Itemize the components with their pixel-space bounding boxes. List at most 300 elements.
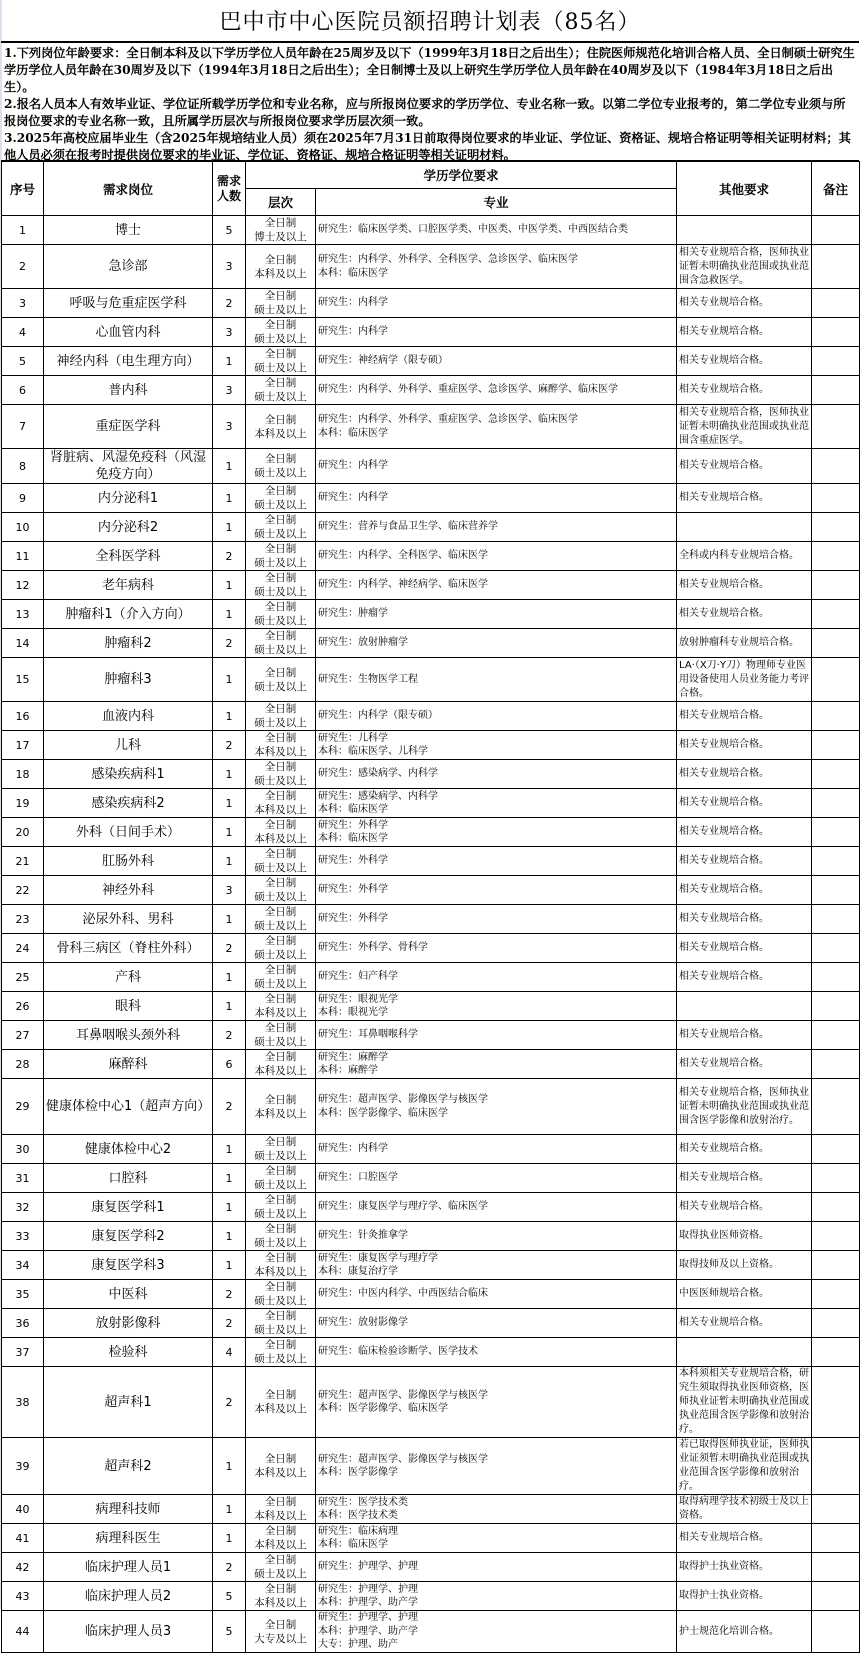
other-requirement: 相关专业规培合格。 <box>677 789 812 818</box>
level-line: 全日制 <box>264 761 297 773</box>
header-level: 层次 <box>246 189 316 216</box>
headcount: 1 <box>213 1222 246 1251</box>
headcount: 2 <box>213 1280 246 1309</box>
position-name: 口腔科 <box>44 1164 213 1193</box>
other-requirement: 放射肿瘤科专业规培合格。 <box>677 629 812 658</box>
level-line: 全日制 <box>264 819 297 831</box>
level-line: 全日制 <box>264 543 297 555</box>
row-number: 8 <box>2 449 44 484</box>
major-line: 研究生：外科学 <box>318 913 388 925</box>
education-level <box>246 1524 316 1553</box>
other-requirement <box>677 513 812 542</box>
major-line: 研究生：康复医学与理疗学、临床医学 <box>318 1201 488 1213</box>
major-line: 研究生：医学技术类 <box>318 1496 408 1508</box>
other-requirement: 相关专业规培合格。 <box>677 1309 812 1338</box>
remark <box>812 1251 860 1280</box>
remark <box>812 876 860 905</box>
header-major: 专业 <box>316 189 677 216</box>
major-line: 研究生：感染病学、内科学 <box>318 768 438 780</box>
education-level <box>246 1338 316 1367</box>
level-line: 硕士及以上 <box>254 775 307 787</box>
headcount: 1 <box>213 1193 246 1222</box>
row-number: 14 <box>2 629 44 658</box>
education-level <box>246 1280 316 1309</box>
row-number: 15 <box>2 658 44 702</box>
major-line: 本科：医学影像学 <box>318 1467 398 1478</box>
major-requirement <box>316 702 677 731</box>
table-row <box>2 629 860 658</box>
major-line: 研究生：外科学 <box>318 819 388 831</box>
remark <box>812 245 860 289</box>
headcount: 1 <box>213 658 246 702</box>
education-level <box>246 760 316 789</box>
level-line: 硕士及以上 <box>254 862 307 874</box>
major-line: 本科：护理学、助产学 <box>318 1597 418 1608</box>
major-line: 本科：医学技术类 <box>318 1510 398 1521</box>
major-line: 研究生：护理学、护理 <box>318 1612 418 1624</box>
major-line: 研究生：内科学 <box>318 460 388 472</box>
row-number: 11 <box>2 542 44 571</box>
remark <box>812 571 860 600</box>
table-row <box>2 760 860 789</box>
level-line: 硕士及以上 <box>254 1295 307 1307</box>
major-line: 研究生：内科学（限专硕） <box>318 710 438 722</box>
major-line: 研究生：肿瘤学 <box>318 608 388 620</box>
headcount: 3 <box>213 405 246 449</box>
level-line: 大专及以上 <box>254 1632 307 1645</box>
level-line: 全日制 <box>264 1194 297 1206</box>
education-level <box>246 905 316 934</box>
remark <box>812 600 860 629</box>
table-row <box>2 702 860 731</box>
remark <box>812 542 860 571</box>
level-line: 本科及以上 <box>254 804 307 816</box>
remark <box>812 963 860 992</box>
table-row <box>2 449 860 484</box>
education-level <box>246 818 316 847</box>
header-position: 需求岗位 <box>44 162 213 216</box>
remark <box>812 484 860 513</box>
level-line: 全日制 <box>264 848 297 860</box>
level-line: 全日制 <box>264 1223 297 1235</box>
level-line: 硕士及以上 <box>254 1324 307 1336</box>
row-number: 16 <box>2 702 44 731</box>
major-line: 研究生：神经病学（限专硕） <box>318 355 448 367</box>
major-requirement <box>316 1164 677 1193</box>
remark <box>812 760 860 789</box>
position-name: 病理科技师 <box>44 1495 213 1524</box>
table-row <box>2 1251 860 1280</box>
other-requirement: 若已取得医师执业证，医师执业证须暂未明确执业范围或执业范围含医学影像和放射治疗。 <box>677 1438 812 1495</box>
position-name: 骨科三病区（脊柱外科） <box>44 934 213 963</box>
header-education-group: 学历学位要求 <box>246 162 677 189</box>
table-row <box>2 1164 860 1193</box>
position-name: 外科（日间手术） <box>44 818 213 847</box>
headcount: 3 <box>213 876 246 905</box>
level-line: 本科及以上 <box>254 746 307 758</box>
row-number: 40 <box>2 1495 44 1524</box>
level-line: 全日制 <box>264 514 297 526</box>
position-name: 老年病科 <box>44 571 213 600</box>
row-number: 29 <box>2 1079 44 1135</box>
row-number: 34 <box>2 1251 44 1280</box>
remark <box>812 934 860 963</box>
headcount: 1 <box>213 1135 246 1164</box>
major-requirement <box>316 1611 677 1653</box>
position-name: 肿瘤科2 <box>44 629 213 658</box>
headcount: 1 <box>213 789 246 818</box>
position-name: 放射影像科 <box>44 1309 213 1338</box>
position-name: 临床护理人员3 <box>44 1611 213 1653</box>
other-requirement: 中医医师规培合格。 <box>677 1280 812 1309</box>
education-level <box>246 847 316 876</box>
table-row <box>2 1524 860 1553</box>
other-requirement: 相关专业规培合格。 <box>677 318 812 347</box>
notes-block <box>1 43 859 161</box>
major-requirement <box>316 405 677 449</box>
position-name: 内分泌科1 <box>44 484 213 513</box>
education-level <box>246 542 316 571</box>
position-name: 病理科医生 <box>44 1524 213 1553</box>
position-name: 检验科 <box>44 1338 213 1367</box>
row-number: 10 <box>2 513 44 542</box>
headcount: 1 <box>213 905 246 934</box>
level-line: 硕士及以上 <box>254 920 307 932</box>
education-level <box>246 876 316 905</box>
education-level <box>246 992 316 1021</box>
row-number: 24 <box>2 934 44 963</box>
level-line: 全日制 <box>264 1339 297 1351</box>
row-number: 33 <box>2 1222 44 1251</box>
major-requirement <box>316 1222 677 1251</box>
other-requirement: 相关专业规培合格。 <box>677 702 812 731</box>
level-line: 硕士及以上 <box>254 949 307 961</box>
major-line: 研究生：外科学 <box>318 884 388 896</box>
level-line: 本科及以上 <box>254 1467 307 1479</box>
major-line: 研究生：眼视光学 <box>318 993 398 1005</box>
level-line: 硕士及以上 <box>254 528 307 540</box>
headcount: 1 <box>213 484 246 513</box>
headcount: 2 <box>213 542 246 571</box>
major-line: 研究生：内科学、外科学、重症医学、急诊医学、临床医学 <box>318 414 578 425</box>
headcount: 1 <box>213 1495 246 1524</box>
position-name: 心血管内科 <box>44 318 213 347</box>
major-requirement <box>316 731 677 760</box>
table-row <box>2 542 860 571</box>
major-requirement <box>316 1338 677 1367</box>
position-name: 全科医学科 <box>44 542 213 571</box>
row-number: 23 <box>2 905 44 934</box>
education-level <box>246 347 316 376</box>
table-row <box>2 1367 860 1438</box>
level-line: 全日制 <box>264 1525 297 1537</box>
education-level <box>246 1582 316 1611</box>
remark <box>812 731 860 760</box>
level-line: 全日制 <box>264 1583 297 1595</box>
major-line: 研究生：妇产科学 <box>318 971 398 983</box>
level-line: 全日制 <box>264 253 297 266</box>
position-name: 超声科1 <box>44 1367 213 1438</box>
position-name: 康复医学科3 <box>44 1251 213 1280</box>
row-number: 37 <box>2 1338 44 1367</box>
major-line: 研究生：超声医学、影像医学与核医学 <box>318 1094 488 1105</box>
row-number: 3 <box>2 289 44 318</box>
table-row <box>2 600 860 629</box>
remark <box>812 1309 860 1338</box>
major-line: 研究生：口腔医学 <box>318 1172 398 1184</box>
row-number: 36 <box>2 1309 44 1338</box>
row-number: 13 <box>2 600 44 629</box>
level-line: 全日制 <box>264 1281 297 1293</box>
row-number: 22 <box>2 876 44 905</box>
headcount: 2 <box>213 1079 246 1135</box>
remark <box>812 1553 860 1582</box>
header-remark: 备注 <box>812 162 860 216</box>
major-line: 研究生：超声医学、影像医学与核医学 <box>318 1453 488 1465</box>
row-number: 5 <box>2 347 44 376</box>
table-row <box>2 1553 860 1582</box>
level-line: 本科及以上 <box>254 1539 307 1551</box>
education-level <box>246 1050 316 1079</box>
education-level <box>246 1222 316 1251</box>
education-level <box>246 1135 316 1164</box>
level-line: 全日制 <box>264 790 297 802</box>
position-name: 血液内科 <box>44 702 213 731</box>
major-requirement <box>316 934 677 963</box>
major-line: 本科：临床医学、儿科学 <box>318 746 428 757</box>
level-line: 博士及以上 <box>254 231 307 243</box>
position-name: 神经外科 <box>44 876 213 905</box>
table-row <box>2 245 860 289</box>
row-number: 6 <box>2 376 44 405</box>
remark <box>812 1338 860 1367</box>
table-row <box>2 1309 860 1338</box>
major-line: 本科：临床医学 <box>318 427 388 439</box>
headcount: 2 <box>213 629 246 658</box>
major-line: 研究生：内科学、全科医学、临床医学 <box>318 550 488 562</box>
other-requirement: 相关专业规培合格。 <box>677 876 812 905</box>
table-row <box>2 934 860 963</box>
headcount: 1 <box>213 1164 246 1193</box>
major-requirement <box>316 1582 677 1611</box>
level-line: 全日制 <box>264 906 297 918</box>
other-requirement: 相关专业规培合格。 <box>677 484 812 513</box>
table-row <box>2 1438 860 1495</box>
row-number: 26 <box>2 992 44 1021</box>
row-number: 27 <box>2 1021 44 1050</box>
table-body <box>2 216 860 1653</box>
remark <box>812 1021 860 1050</box>
table-row <box>2 905 860 934</box>
major-requirement <box>316 245 677 289</box>
major-requirement <box>316 905 677 934</box>
headcount: 1 <box>213 600 246 629</box>
level-line: 硕士及以上 <box>254 717 307 729</box>
other-requirement: 相关专业规培合格。 <box>677 449 812 484</box>
major-line: 研究生：内科学 <box>318 492 388 504</box>
note-2: 2.报名人员本人有效毕业证、学位证所载学历学位和专业名称，应与所报岗位要求的学历学位、专业名称一致。以第二学位专业报考的，第二学位专业须与所报岗位要求的专业名称一致，且所属学历层次与所报岗位要求学历层次须一致。 <box>4 97 846 128</box>
table-row <box>2 1495 860 1524</box>
major-line: 研究生：外科学、骨科学 <box>318 942 428 954</box>
position-name: 神经内科（电生理方向） <box>44 347 213 376</box>
other-requirement: 取得技师及以上资格。 <box>677 1251 812 1280</box>
header-other: 其他要求 <box>677 162 812 216</box>
level-line: 全日制 <box>264 935 297 947</box>
position-name: 普内科 <box>44 376 213 405</box>
table-row <box>2 992 860 1021</box>
table-row <box>2 1338 860 1367</box>
position-name: 康复医学科1 <box>44 1193 213 1222</box>
remark <box>812 1582 860 1611</box>
level-line: 本科及以上 <box>254 267 307 280</box>
table-row <box>2 1135 860 1164</box>
row-number: 44 <box>2 1611 44 1653</box>
level-line: 硕士及以上 <box>254 644 307 656</box>
education-level <box>246 484 316 513</box>
headcount: 1 <box>213 449 246 484</box>
remark <box>812 1079 860 1135</box>
table-row <box>2 1021 860 1050</box>
other-requirement: 取得护士执业资格。 <box>677 1553 812 1582</box>
headcount: 2 <box>213 289 246 318</box>
table-row <box>2 1280 860 1309</box>
recruitment-sheet <box>1 0 859 1653</box>
headcount: 2 <box>213 1021 246 1050</box>
position-name: 内分泌科2 <box>44 513 213 542</box>
education-level <box>246 1309 316 1338</box>
level-line: 全日制 <box>264 1022 297 1034</box>
remark <box>812 1135 860 1164</box>
level-line: 全日制 <box>264 1252 297 1264</box>
major-requirement <box>316 1553 677 1582</box>
headcount: 5 <box>213 1611 246 1653</box>
remark <box>812 1193 860 1222</box>
major-line: 研究生：中医内科学、中西医结合临床 <box>318 1288 488 1300</box>
remark <box>812 1280 860 1309</box>
level-line: 全日制 <box>264 630 297 642</box>
remark <box>812 1524 860 1553</box>
headcount: 1 <box>213 963 246 992</box>
education-level <box>246 216 316 245</box>
row-number: 39 <box>2 1438 44 1495</box>
headcount: 1 <box>213 571 246 600</box>
level-line: 全日制 <box>264 1618 297 1631</box>
level-line: 全日制 <box>264 964 297 976</box>
other-requirement: 相关专业规培合格。 <box>677 1050 812 1079</box>
headcount: 1 <box>213 1438 246 1495</box>
position-name: 肿瘤科3 <box>44 658 213 702</box>
level-line: 硕士及以上 <box>254 499 307 511</box>
row-number: 43 <box>2 1582 44 1611</box>
remark <box>812 629 860 658</box>
table-row <box>2 1193 860 1222</box>
major-line: 研究生：内科学、外科学、全科医学、急诊医学、临床医学 <box>318 254 578 265</box>
major-requirement <box>316 347 677 376</box>
education-level <box>246 702 316 731</box>
table-row <box>2 1050 860 1079</box>
major-requirement <box>316 513 677 542</box>
other-requirement: 相关专业规培合格。 <box>677 571 812 600</box>
education-level <box>246 1611 316 1653</box>
level-line: 全日制 <box>264 877 297 889</box>
page-title: 巴中市中心医院员额招聘计划表（85名） <box>1 0 859 43</box>
other-requirement: 相关专业规培合格。 <box>677 847 812 876</box>
level-line: 全日制 <box>264 601 297 613</box>
other-requirement <box>677 216 812 245</box>
major-requirement <box>316 1495 677 1524</box>
major-requirement <box>316 818 677 847</box>
level-line: 全日制 <box>264 1389 297 1401</box>
level-line: 全日制 <box>264 572 297 584</box>
remark <box>812 513 860 542</box>
other-requirement: 取得病理学技术初级士及以上资格。 <box>677 1495 812 1524</box>
major-line: 研究生：营养与食品卫生学、临床营养学 <box>318 521 498 533</box>
other-requirement: LA·（X刀·Y刀）物理师专业医用设备使用人员业务能力考评合格。 <box>677 658 812 702</box>
other-requirement: 相关专业规培合格，医师执业证暂未明确执业范围或执业范围含医学影像和放射治疗。 <box>677 1079 812 1135</box>
remark <box>812 1438 860 1495</box>
position-name: 临床护理人员2 <box>44 1582 213 1611</box>
other-requirement: 相关专业规培合格。 <box>677 1193 812 1222</box>
level-line: 本科及以上 <box>254 1266 307 1278</box>
major-line: 研究生：内科学 <box>318 326 388 338</box>
row-number: 17 <box>2 731 44 760</box>
level-line: 全日制 <box>264 1554 297 1566</box>
major-requirement <box>316 600 677 629</box>
remark <box>812 1222 860 1251</box>
major-line: 本科：医学影像学、临床医学 <box>318 1107 448 1119</box>
level-line: 硕士及以上 <box>254 557 307 569</box>
position-name: 超声科2 <box>44 1438 213 1495</box>
major-requirement <box>316 571 677 600</box>
other-requirement <box>677 992 812 1021</box>
table-row <box>2 1582 860 1611</box>
major-line: 研究生：内科学 <box>318 1143 388 1155</box>
education-level <box>246 376 316 405</box>
major-line: 研究生：儿科学 <box>318 732 388 744</box>
major-requirement <box>316 1251 677 1280</box>
level-line: 硕士及以上 <box>254 891 307 903</box>
row-number: 7 <box>2 405 44 449</box>
education-level <box>246 1164 316 1193</box>
headcount: 1 <box>213 702 246 731</box>
remark <box>812 1367 860 1438</box>
level-line: 硕士及以上 <box>254 978 307 990</box>
position-name: 重症医学科 <box>44 405 213 449</box>
education-level <box>246 1438 316 1495</box>
other-requirement: 相关专业规培合格。 <box>677 289 812 318</box>
level-line: 全日制 <box>264 377 297 389</box>
level-line: 全日制 <box>264 413 297 426</box>
level-line: 硕士及以上 <box>254 1353 307 1365</box>
remark <box>812 1050 860 1079</box>
level-line: 本科及以上 <box>254 1403 307 1415</box>
headcount: 2 <box>213 1367 246 1438</box>
header-count: 需求人数 <box>213 162 246 216</box>
position-name: 产科 <box>44 963 213 992</box>
level-line: 硕士及以上 <box>254 1237 307 1249</box>
remark <box>812 1495 860 1524</box>
major-requirement <box>316 318 677 347</box>
remark <box>812 818 860 847</box>
header-no: 序号 <box>2 162 44 216</box>
level-line: 硕士及以上 <box>254 586 307 598</box>
remark <box>812 658 860 702</box>
other-requirement: 相关专业规培合格。 <box>677 905 812 934</box>
table-row <box>2 818 860 847</box>
row-number: 30 <box>2 1135 44 1164</box>
row-number: 4 <box>2 318 44 347</box>
level-line: 硕士及以上 <box>254 1179 307 1191</box>
